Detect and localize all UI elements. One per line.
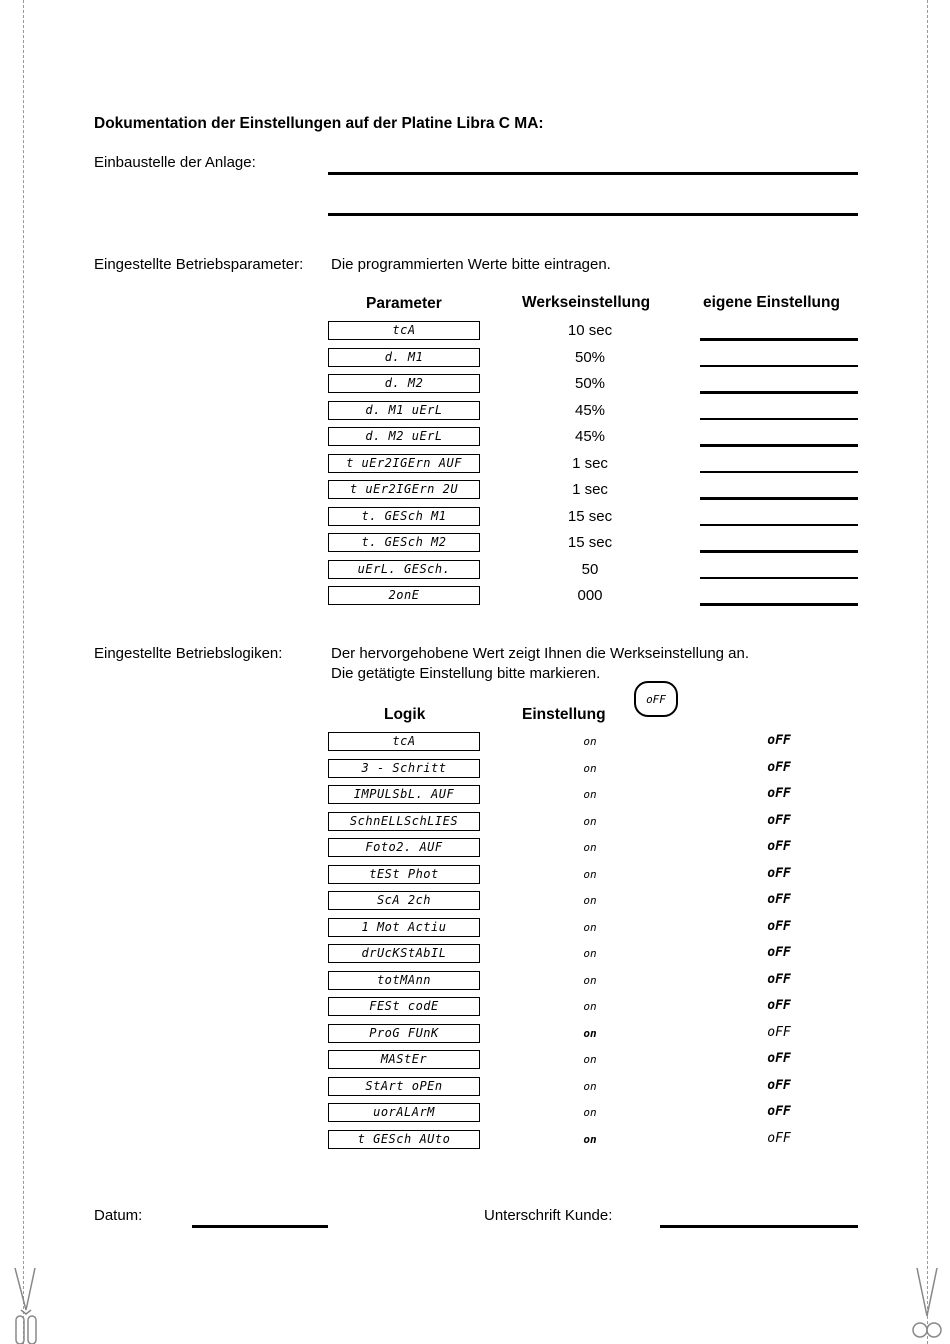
parameter-display: uErL. GESch. (328, 560, 480, 579)
header-einstellung: Einstellung (522, 706, 606, 723)
logic-display: uorALArM (328, 1103, 480, 1122)
factory-value: 15 sec (567, 507, 613, 525)
header-eigene-einstellung: eigene Einstellung (703, 294, 840, 311)
on-option[interactable]: on (583, 735, 597, 748)
on-option[interactable]: on (583, 1053, 597, 1066)
own-value-line[interactable] (700, 338, 858, 341)
on-option[interactable]: on (583, 947, 597, 960)
factory-default-badge: oFF (634, 681, 678, 717)
logic-display: totMAnn (328, 971, 480, 990)
own-value-line[interactable] (700, 524, 858, 527)
logic-display: MAStEr (328, 1050, 480, 1069)
factory-value: 50% (574, 348, 606, 366)
logic-instruction-2: Die getätigte Einstellung bitte markieren. (331, 665, 601, 682)
logic-display: 1 Mot Actiu (328, 918, 480, 937)
on-option[interactable]: on (583, 867, 597, 881)
logic-display: drUcKStAbIL (328, 944, 480, 963)
logic-display: 3 - Schritt (328, 759, 480, 778)
document-title: Dokumentation der Einstellungen auf der Platine Libra C MA: (94, 115, 544, 132)
parameter-display: tcA (328, 321, 480, 340)
own-value-line[interactable] (700, 365, 858, 368)
parameter-display: d. M2 uErL (328, 427, 480, 446)
logic-display: FESt codE (328, 997, 480, 1016)
off-option[interactable]: oFF (767, 1051, 791, 1066)
off-option[interactable]: oFF (767, 998, 791, 1013)
on-option[interactable]: on (583, 1132, 597, 1146)
off-option[interactable]: oFF (767, 971, 791, 987)
logic-display: tcA (328, 732, 480, 751)
off-option[interactable]: oFF (767, 1024, 791, 1040)
off-option[interactable]: oFF (767, 1077, 791, 1093)
parameters-label: Eingestellte Betriebsparameter: (94, 256, 304, 273)
logic-display: tESt Phot (328, 865, 480, 884)
factory-value: 50% (574, 375, 606, 392)
on-option[interactable]: on (583, 788, 597, 801)
scissors-icon (910, 1266, 944, 1344)
factory-value: 50 (581, 560, 599, 578)
on-option[interactable]: on (583, 1106, 597, 1119)
on-option[interactable]: on (583, 761, 597, 775)
header-werkseinstellung: Werkseinstellung (522, 294, 651, 311)
own-value-line[interactable] (700, 577, 858, 580)
parameter-display: t uEr2IGErn 2U (328, 480, 480, 499)
einbaustelle-line-1[interactable] (328, 172, 858, 175)
factory-value: 15 sec (567, 534, 613, 551)
own-value-line[interactable] (700, 418, 858, 421)
logic-display: SchnELLSchLIES (328, 812, 480, 831)
factory-value: 1 sec (572, 481, 608, 498)
off-option[interactable]: oFF (767, 759, 791, 775)
parameter-display: d. M1 (328, 348, 480, 367)
cut-line-right (927, 0, 928, 1344)
datum-line[interactable] (192, 1225, 328, 1228)
off-option[interactable]: oFF (767, 733, 791, 748)
scissors-icon (8, 1266, 42, 1344)
factory-value: 45% (574, 401, 606, 419)
own-value-line[interactable] (700, 471, 858, 474)
own-value-line[interactable] (700, 497, 858, 500)
parameter-display: t uEr2IGErn AUF (328, 454, 480, 473)
factory-value: 000 (577, 587, 603, 604)
einbaustelle-label: Einbaustelle der Anlage: (94, 154, 256, 171)
parameters-instruction: Die programmierten Werte bitte eintragen. (331, 256, 611, 273)
logic-label: Eingestellte Betriebslogiken: (94, 645, 283, 662)
logic-display: Foto2. AUF (328, 838, 480, 857)
own-value-line[interactable] (700, 603, 858, 606)
own-value-line[interactable] (700, 391, 858, 394)
parameter-display: t. GESch M1 (328, 507, 480, 526)
own-value-line[interactable] (700, 550, 858, 553)
off-option[interactable]: oFF (767, 786, 791, 801)
on-option[interactable]: on (583, 920, 597, 934)
logic-display: ScA 2ch (328, 891, 480, 910)
parameter-display: d. M1 uErL (328, 401, 480, 420)
on-option[interactable]: on (583, 973, 597, 987)
datum-label: Datum: (94, 1207, 143, 1224)
on-option[interactable]: on (583, 1079, 597, 1093)
off-option[interactable]: oFF (767, 839, 791, 854)
off-option[interactable]: oFF (767, 812, 791, 828)
on-option[interactable]: on (583, 894, 597, 907)
parameter-display: t. GESch M2 (328, 533, 480, 552)
signature-line[interactable] (660, 1225, 858, 1228)
logic-display: ProG FUnK (328, 1024, 480, 1043)
on-option[interactable]: on (583, 1026, 597, 1040)
logic-instruction-1: Der hervorgehobene Wert zeigt Ihnen die Werkseinstellung an. (331, 645, 750, 662)
on-option[interactable]: on (583, 1000, 597, 1013)
off-option[interactable]: oFF (767, 1104, 791, 1119)
header-logik: Logik (384, 706, 426, 723)
parameter-display: d. M2 (328, 374, 480, 393)
own-value-line[interactable] (700, 444, 858, 447)
off-option[interactable]: oFF (767, 865, 791, 881)
off-option[interactable]: oFF (767, 892, 791, 907)
logic-display: StArt oPEn (328, 1077, 480, 1096)
off-option[interactable]: oFF (767, 945, 791, 960)
cut-line-left (23, 0, 24, 1344)
factory-value: 45% (574, 428, 606, 445)
signature-label: Unterschrift Kunde: (484, 1207, 613, 1224)
off-option[interactable]: oFF (767, 918, 791, 934)
factory-value: 1 sec (572, 454, 608, 472)
einbaustelle-line-2[interactable] (328, 213, 858, 216)
on-option[interactable]: on (583, 841, 597, 854)
logic-display: t GESch AUto (328, 1130, 480, 1149)
factory-value: 10 sec (567, 322, 613, 339)
header-parameter: Parameter (366, 295, 442, 312)
parameter-display: 2onE (328, 586, 480, 605)
logic-display: IMPULSbL. AUF (328, 785, 480, 804)
off-option[interactable]: oFF (767, 1130, 791, 1146)
on-option[interactable]: on (583, 814, 597, 828)
